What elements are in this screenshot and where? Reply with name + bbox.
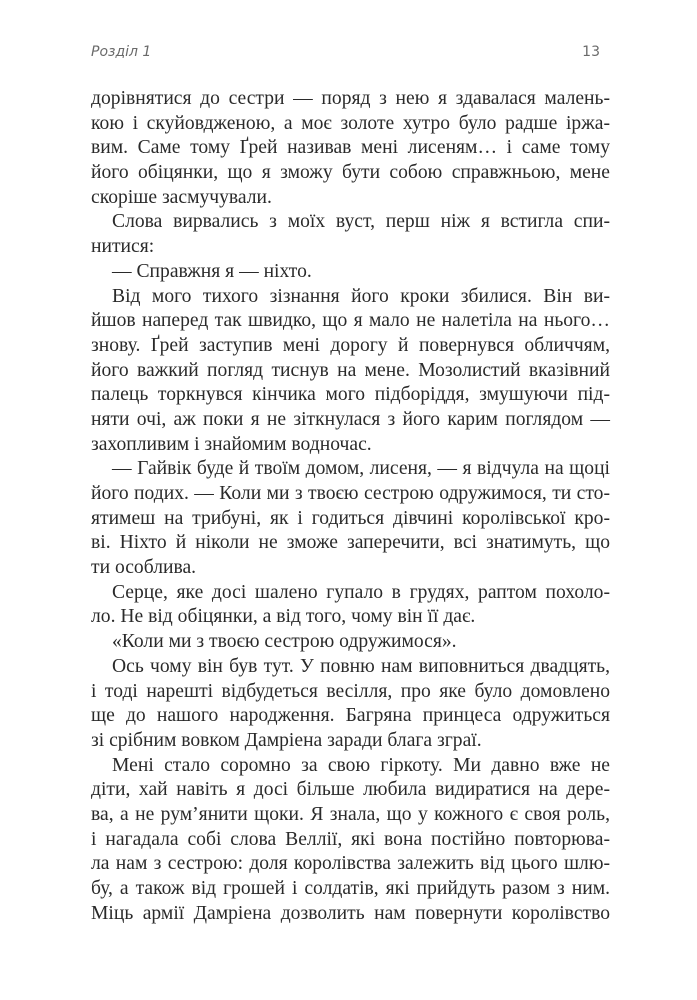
running-header (91, 44, 600, 70)
text-line: його подих. — Коли ми з твоєю сестрою одружимося, ти сто- (91, 483, 610, 504)
text-line: захопливим і знайомим водночас. (91, 433, 372, 455)
text-line: ва, а не рум’янити щоки. Я знала, що у кожного є своя роль, (91, 803, 610, 825)
text-line: Мені стало соромно за свою гіркоту. Ми давно вже не (112, 754, 610, 776)
text-line: нитися: (91, 236, 155, 258)
text-line: бу, а також від грошей і солдатів, які прийдуть разом з ним. (91, 878, 610, 899)
text-line: ще до нашого народження. Багряна принцеса одружиться (91, 705, 610, 727)
text-line: Серце, яке досі шалено гупало в грудях, раптом похоло- (112, 581, 610, 603)
text-line: Ось чому він був тут. У повню нам виповниться двадцять, (112, 655, 610, 677)
text-line: йшов наперед так швидко, що я мало не налетіла на нього… (91, 310, 610, 332)
text-line: скоріше засмучували. (91, 186, 272, 208)
text-line: дорівнятися до сестри — поряд з нею я здавалася малень- (91, 88, 610, 109)
text-line: ятимеш на трибуні, як і годиться дівчині королівської кро- (91, 507, 610, 529)
text-line: няти очі, аж поки я не зіткнулася з його карим поглядом — (91, 408, 610, 430)
text-line: діти, хай навіть я досі більше любила видиратися на дере- (91, 779, 610, 801)
text-line: його обіцянки, що я зможу бути собою справжньою, мене (91, 162, 610, 184)
text-line: ві. Ніхто й ніколи не зможе заперечити, всі знатимуть, що (91, 532, 610, 554)
text-line: зі срібним вовком Дамріена заради блага зграї. (91, 729, 482, 751)
text-line: кою і скуйовдженою, а моє золоте хутро було радше іржа- (91, 112, 610, 134)
text-line: палець торкнувся кінчика мого підборіддя, змушуючи під- (91, 384, 610, 406)
text-line: ло. Не від обіцянки, а від того, чому він її дає. (91, 606, 476, 628)
page-number: 13 (582, 44, 600, 60)
text-line: знову. Ґрей заступив мені дорогу й повернувся обличчям, (91, 334, 610, 356)
body-text (91, 87, 610, 926)
text-line: і нагадала собі слова Веллії, які вона постійно повторюва- (91, 828, 610, 850)
text-line: Міць армії Дамріена дозволить нам повернути королівство (91, 902, 610, 924)
text-line: його важкий погляд тиснув на мене. Мозолистий вказівний (91, 359, 610, 381)
text-line: ти особлива. (91, 557, 197, 579)
text-line: «Коли ми з твоєю сестрою одружимося». (112, 631, 457, 653)
text-line: Від мого тихого зізнання його кроки збилися. Він ви- (112, 285, 610, 307)
text-line: — Гайвік буде й твоїм домом, лисеня, — я відчула на щоці (112, 458, 610, 480)
text-line: ла нам з сестрою: доля королівства залежить від цього шлю- (91, 853, 610, 875)
running-title: Розділ 1 (91, 44, 152, 60)
text-line: — Справжня я — ніхто. (112, 260, 312, 282)
text-line: і тоді нарешті відбудеться весілля, про яке було домовлено (91, 680, 610, 702)
text-line: Слова вирвались з моїх вуст, перш ніж я встигла спи- (112, 211, 610, 233)
text-line: вим. Саме тому Ґрей називав мені лисеням… і саме тому (91, 137, 610, 159)
